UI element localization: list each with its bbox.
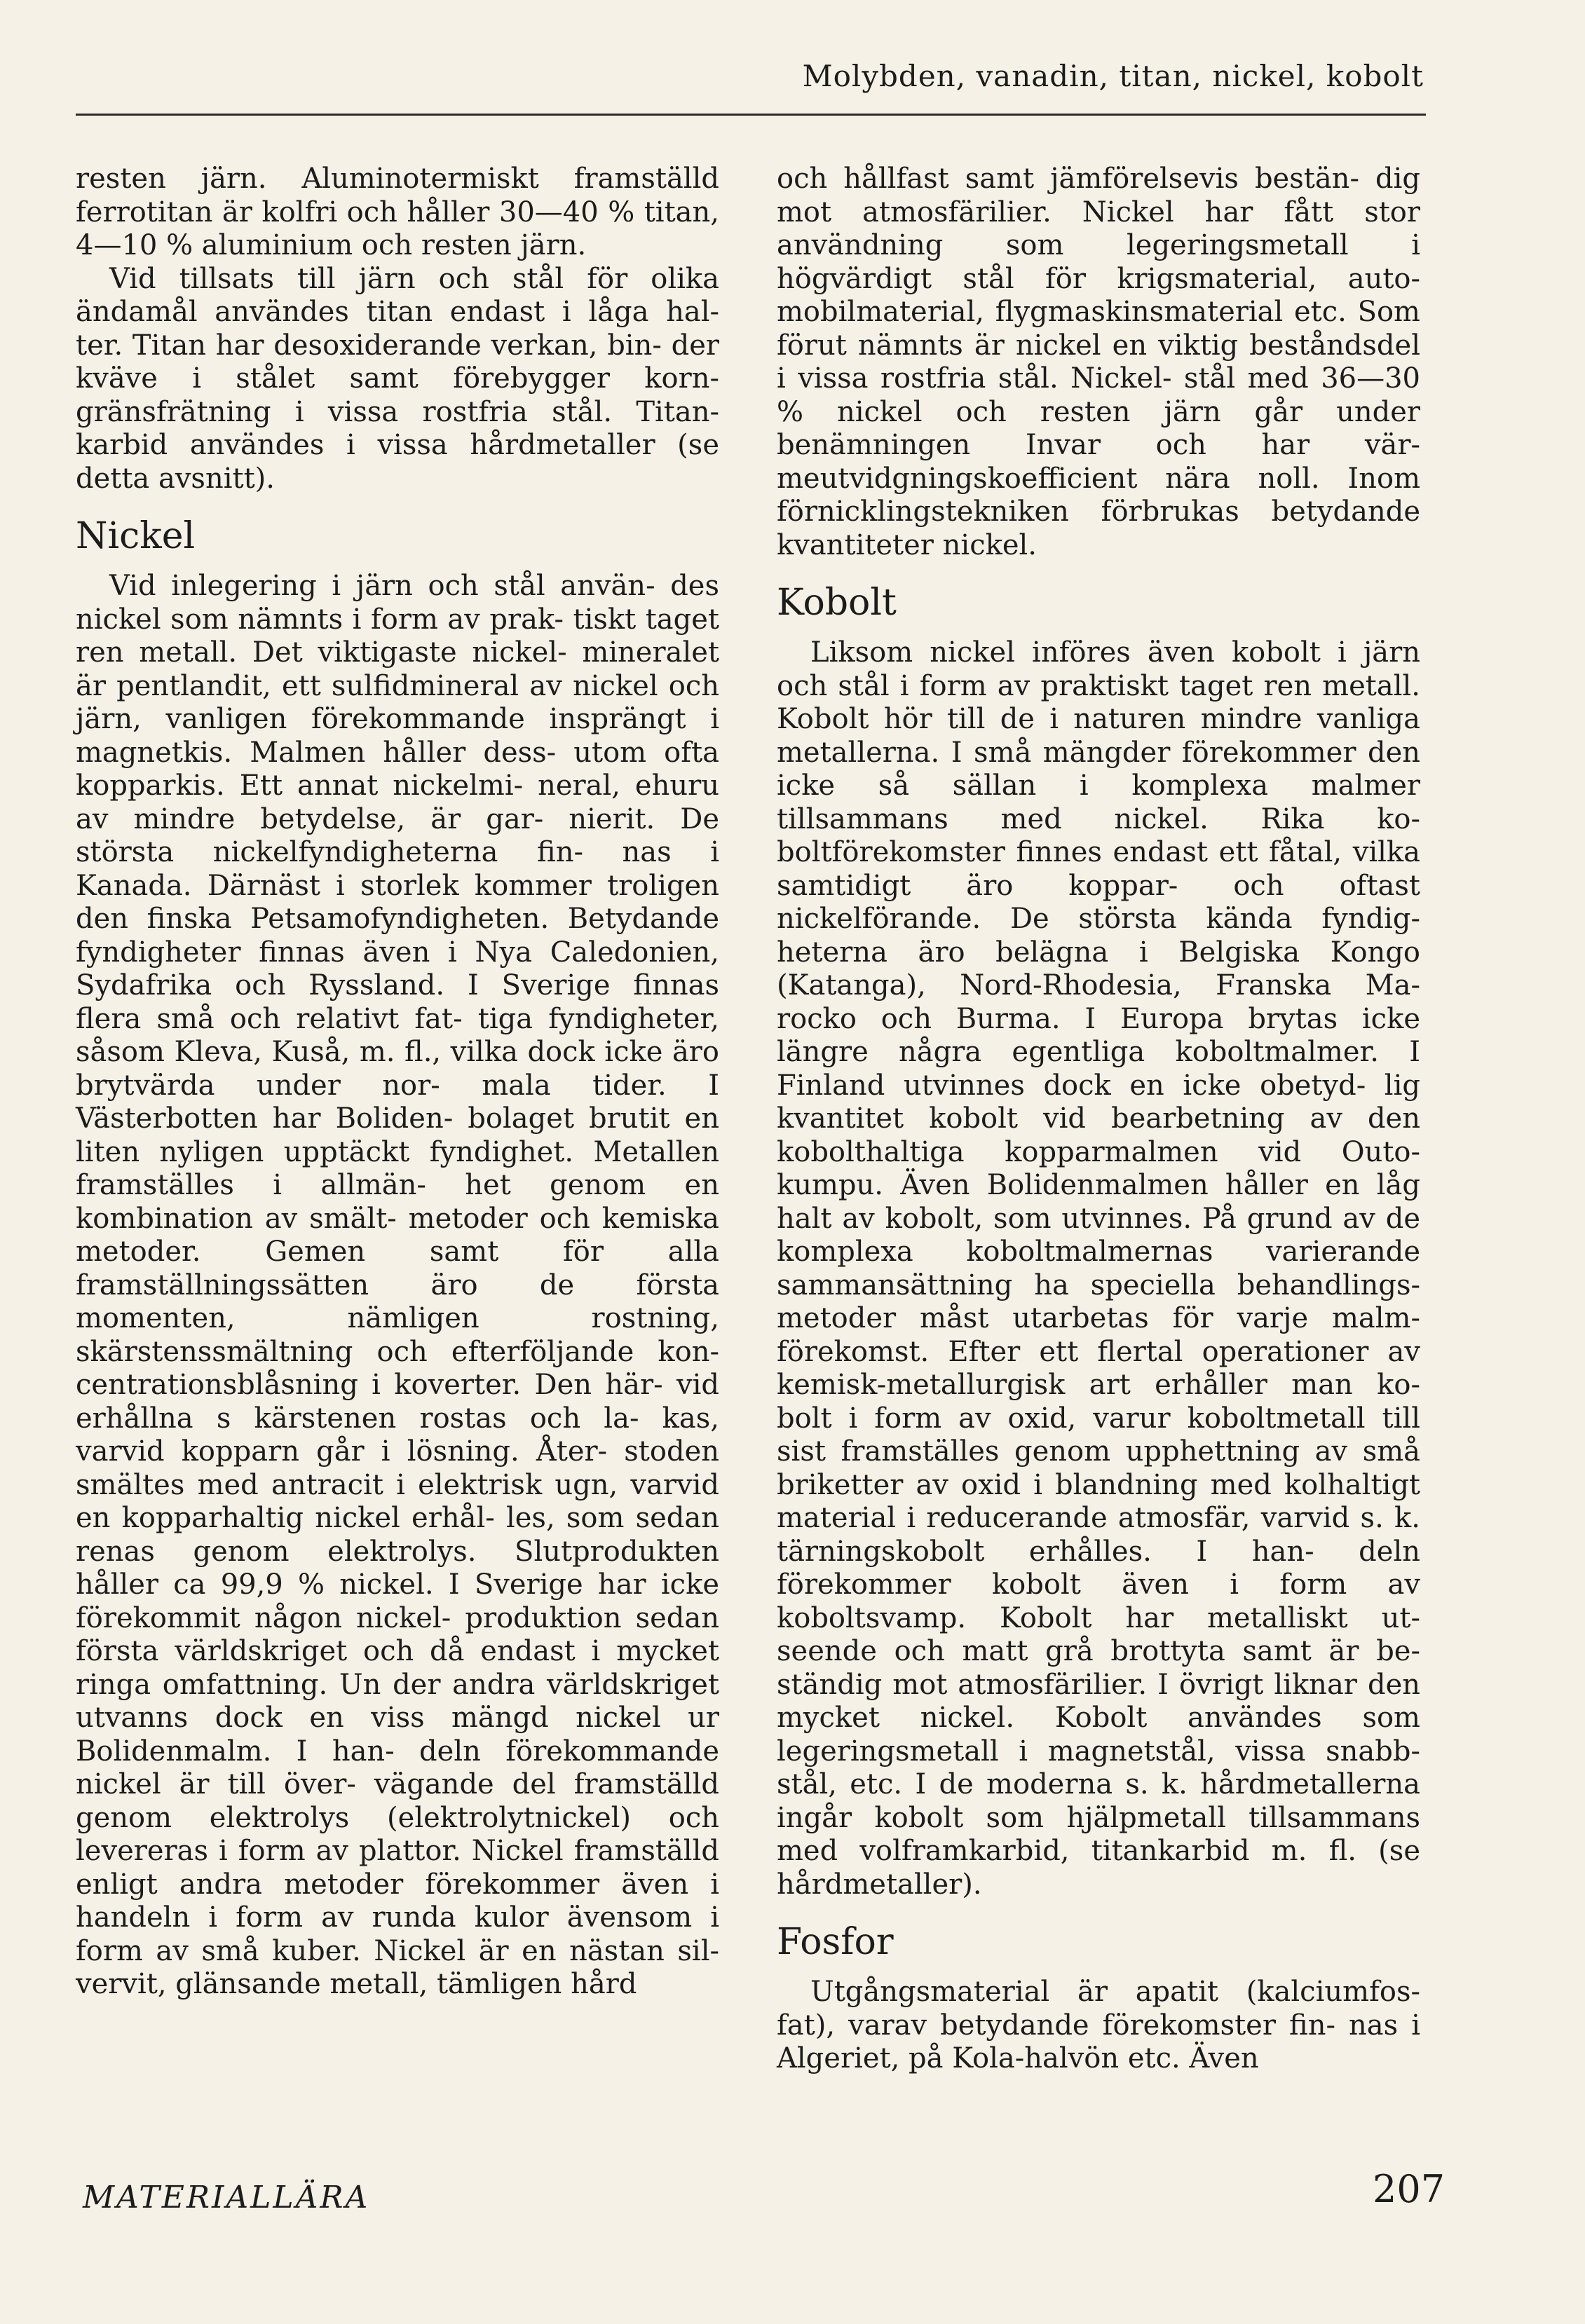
- footer-book-title: MATERIALLÄRA: [83, 2180, 370, 2215]
- body-paragraph: Vid tillsats till järn och stål för olika ändamål användes titan endast i låga hal- ter. Titan har desoxiderande verkan, bin- der kväve i stålet samt förebygger korn- gränsfrätning i vissa rostfria stål. Titan- karbid användes i vissa hårdmetaller (se detta avsnitt).: [76, 262, 719, 495]
- header-rule: [76, 114, 1426, 116]
- section-heading-nickel: Nickel: [76, 515, 196, 557]
- page-number: 207: [1373, 2167, 1445, 2211]
- section-heading-fosfor: Fosfor: [777, 1921, 894, 1963]
- body-paragraph: och hållfast samt jämförelsevis bestän- dig mot atmosfärilier. Nickel har fått stor användning som legeringsmetall i högvärdigt stål för krigsmaterial, auto- mobilmaterial, flygmaskinsmaterial etc. Som förut nämnts är nickel en viktig beståndsdel i vissa rostfria stål. Nickel- stål med 36—30 % nickel och resten järn går under benämningen Invar och har vär- meutvidgningskoefficient nära noll. Inom förnicklingstekniken förbrukas betydande kvantiteter nickel.: [777, 163, 1420, 561]
- body-paragraph: Liksom nickel införes även kobolt i järn och stål i form av praktiskt taget ren metall. Kobolt hör till de i naturen mindre vanliga metallerna. I små mängder förekommer den icke så sällan i komplexa malmer tillsammans med nickel. Rika ko- boltförekomster finnes endast ett fåtal, vilka samtidigt äro koppar- och oftast nickelförande. De största kända fyndig- heterna äro belägna i Belgiska Kongo (Katanga), Nord-Rhodesia, Franska Ma- rocko och Burma. I Europa brytas icke längre några egentliga koboltmalmer. I Finland utvinnes dock en icke obetyd- lig kvantitet kobolt vid bearbetning av den kobolthaltiga kopparmalmen vid Outo- kumpu. Även Bolidenmalmen håller en låg halt av kobolt, som utvinnes. På grund av de komplexa koboltmalmernas varierande sammansättning ha speciella behandlings- metoder måst utarbetas för varje malm- förekomst. Efter ett flertal operationer av kemisk-metallurgisk art erhåller man ko- bolt i form av oxid, varur koboltmetall till sist framställes genom upphettning av små briketter av oxid i blandning med kolhaltigt material i reducerande atmosfär, varvid s. k. tärningskobolt erhålles. I han- deln förekommer kobolt även i form av koboltsvamp. Kobolt har metalliskt ut- seende och matt grå brottyta samt är be- ständig mot atmosfärilier. I övrigt liknar den mycket nickel. Kobolt användes som legeringsmetall i magnetstål, vissa snabb- stål, etc. I de moderna s. k. hårdmetallerna ingår kobolt som hjälpmetall tillsammans med volframkarbid, titankarbid m. fl. (se hårdmetaller).: [777, 636, 1420, 1901]
- body-paragraph: resten järn. Aluminotermiskt framställd ferrotitan är kolfri och håller 30—40 % titan, 4—10 % aluminium och resten järn.: [76, 163, 719, 261]
- right-column: [777, 163, 1420, 2076]
- body-paragraph: Utgångsmaterial är apatit (kalciumfos- fat), varav betydande förekomster fin- nas i Algeriet, på Kola-halvön etc. Även: [777, 1976, 1420, 2074]
- body-paragraph: Vid inlegering i järn och stål använ- des nickel som nämnts i form av prak- tiskt taget ren metall. Det viktigaste nickel- mineralet är pentlandit, ett sulfidmineral av nickel och järn, vanligen förekommande insprängt i magnetkis. Malmen håller dess- utom ofta kopparkis. Ett annat nickelmi- neral, ehuru av mindre betydelse, är gar- nierit. De största nickelfyndigheterna fin- nas i Kanada. Därnäst i storlek kommer troligen den finska Petsamofyndigheten. Betydande fyndigheter finnas även i Nya Caledonien, Sydafrika och Ryssland. I Sverige finnas flera små och relativt fat- tiga fyndigheter, såsom Kleva, Kuså, m. fl., vilka dock icke äro brytvärda under nor- mala tider. I Västerbotten har Boliden- bolaget brutit en liten nyligen upptäckt fyndighet. Metallen framställes i allmän- het genom en kombination av smält- metoder och kemiska metoder. Gemen samt för alla framställningssätten äro de första momenten, nämligen rostning, skärstenssmältning och efterföljande kon- centrationsblåsning i koverter. Den här- vid erhållna s kärstenen rostas och la- kas, varvid kopparn går i lösning. Åter- stoden smältes med antracit i elektrisk ugn, varvid en kopparhaltig nickel erhål- les, som sedan renas genom elektrolys. Slutprodukten håller ca 99,9 % nickel. I Sverige har icke förekommit någon nickel- produktion sedan första världskriget och då endast i mycket ringa omfattning. Un der andra världskriget utvanns dock en viss mängd nickel ur Bolidenmalm. I han- deln förekommande nickel är till över- vägande del framställd genom elektrolys (elektrolytnickel) och levereras i form av plattor. Nickel framställd enligt andra metoder förekommer även i handeln i form av runda kulor ävensom i form av små kuber. Nickel är en nästan sil- vervit, glänsande metall, tämligen hård: [76, 570, 719, 2000]
- left-column: [76, 163, 719, 2002]
- running-head: Molybden, vanadin, titan, nickel, kobolt: [802, 59, 1424, 93]
- section-heading-kobolt: Kobolt: [777, 582, 897, 624]
